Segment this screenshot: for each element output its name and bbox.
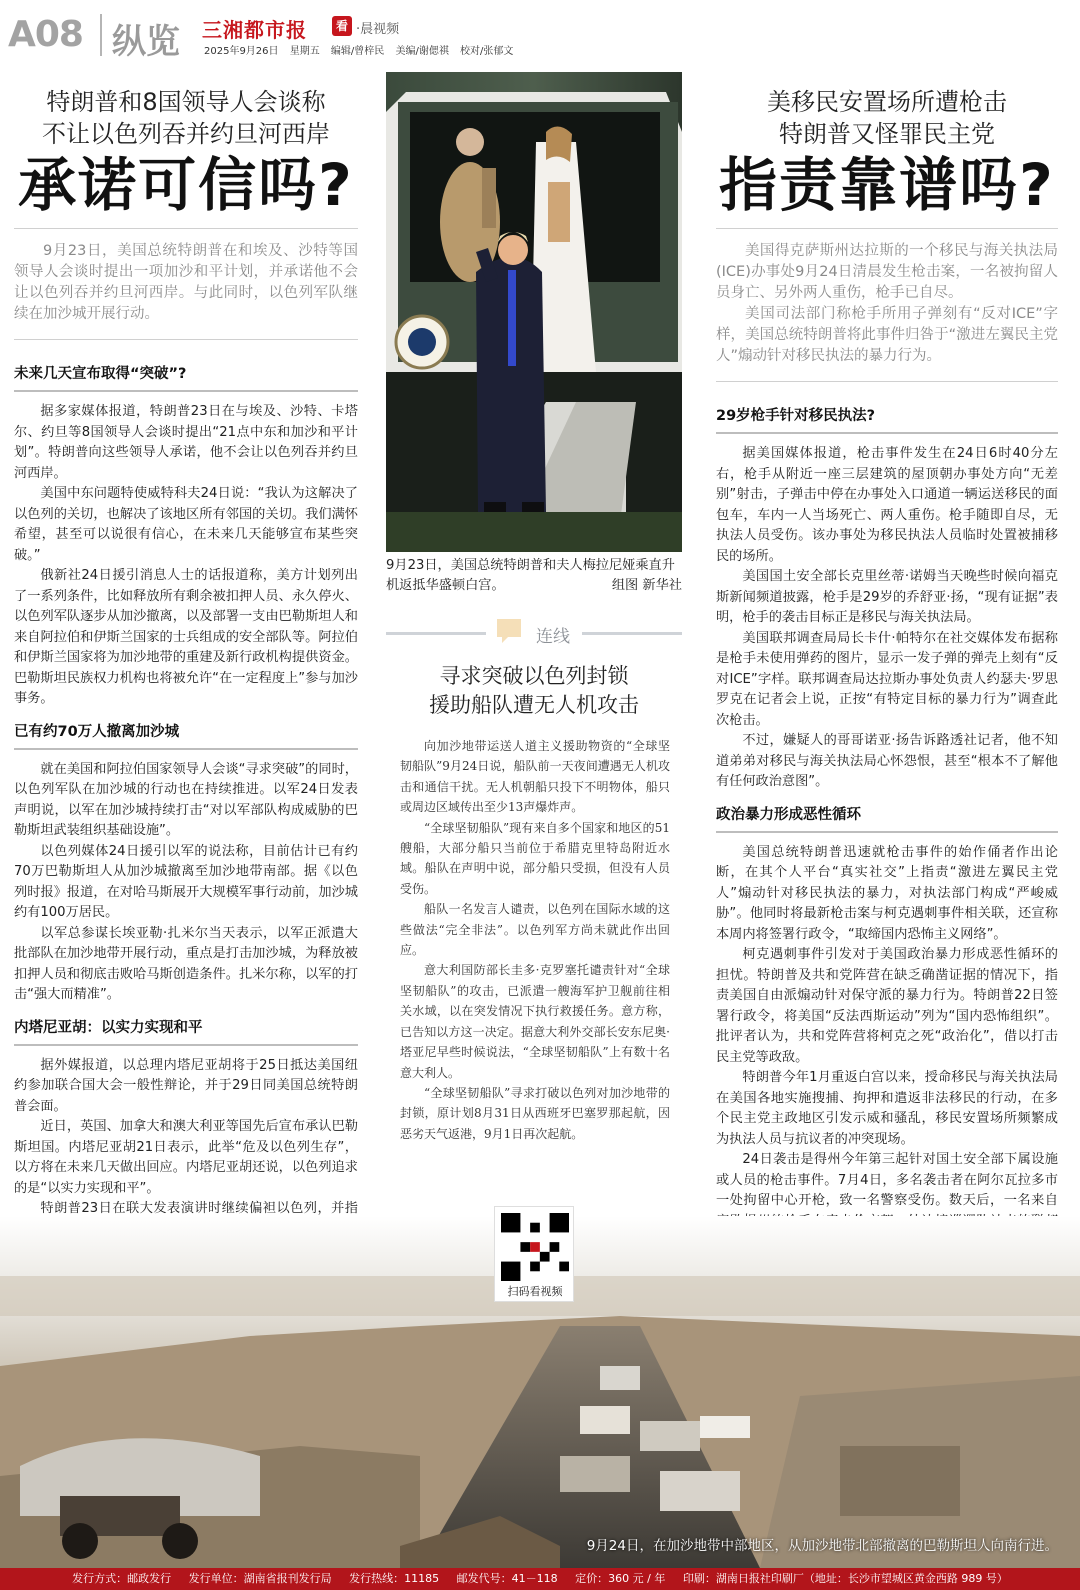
left-s2-p1: 就在美国和阿拉伯国家领导人会谈“寻求突破”的同时，以色列军队在加沙城的行动也在持续推进。以军24日发表声明说，以军在加沙城持续打击“对以军部队构成威胁的巴勒斯坦武装组织基础设施”。: [14, 761, 358, 838]
left-headline: 承诺可信吗?: [18, 151, 354, 219]
right-s1-p2: 美国国土安全部长克里丝蒂·诺姆当天晚些时候向福克斯新闻频道披露，枪手是29岁的乔舒亚·扬，“现有证据”表明，枪手的袭击目标正是移民与海关执法局。: [716, 569, 1058, 625]
left-s3-p2: 近日，英国、加拿大和澳大利亚等国先后宣布承认巴勒斯坦国。内塔尼亚胡21日表示，此举“危及以色列生存”，以方将在未来几天做出回应。内塔尼亚胡还说，以色列追求的是“以实力实现和平”。: [14, 1119, 358, 1196]
footer-distribution: 发行方式：邮政发行: [72, 1572, 172, 1585]
footer-issuer: 发行单位：湖南省报刊发行局: [188, 1572, 332, 1585]
left-lede: 9月23日，美国总统特朗普在和埃及、沙特等国领导人会谈时提出一项加沙和平计划，并承诺他不会让以色列吞并约旦河西岸。与此同时，以色列军队继续在加沙城开展行动。: [14, 243, 358, 322]
left-divider-2: [14, 339, 358, 340]
sidebar-label-bar: [386, 616, 682, 656]
right-s1-p4: 不过，嫌疑人的哥哥诺亚·扬告诉路透社记者，他不知道弟弟对移民与海关执法局心怀怨恨，甚至“根本不了解他有任何政治意图”。: [716, 733, 1058, 789]
right-lede-2: 美国司法部门称枪手所用子弹刻有“反对ICE”字样，美国总统特朗普将此事件归咎于“激进左翼民主党人”煽动针对移民执法的暴力行为。: [716, 306, 1058, 364]
sidebar-line-right: [582, 632, 682, 635]
left-subrule-1: [14, 390, 358, 392]
photo-credit: 组图 新华社: [611, 578, 682, 593]
sidebar-p1: 向加沙地带运送人道主义援助物资的“全球坚韧船队”9月24日说，船队前一天夜间遭遇无人机攻击和通信干扰。无人机朝船只投下不明物体，船只或周边区域传出至少13声爆炸声。: [400, 739, 670, 815]
sidebar-title: [386, 662, 682, 720]
sidebar-p3: 船队一名发言人谴责，以色列在国际水域的这些做法“完全非法”。以色列军方尚未就此作出回应。: [400, 902, 670, 958]
left-subhead-1: 未来几天宣布取得“突破”?: [14, 366, 187, 382]
left-s1-p2: 美国中东问题特使威特科夫24日说：“我认为这解决了以色列的关切，也解决了该地区所有邻国的关切。我们满怀希望，甚至可以说很有信心，在未来几天能够宣布某些突破。”: [14, 486, 358, 563]
right-headline: 指责靠谱吗?: [719, 151, 1055, 219]
paper-logo: 三湘都市报: [202, 18, 307, 42]
masthead: [0, 0, 1080, 68]
footer-bar: [0, 1568, 1080, 1590]
sidebar-title-1: 寻求突破以色列封锁: [439, 664, 629, 688]
right-s1-p3: 美国联邦调查局局长卡什·帕特尔在社交媒体发布据称是枪手未使用弹药的图片，显示一发子弹的弹壳上刻有“反对ICE”字样。联邦调查局达拉斯办事处负责人约瑟夫·罗思罗克在记者会上说，正按“有特定目标的暴力行为”调查此次枪击。: [716, 630, 1058, 728]
left-s2-p2: 以色列媒体24日援引以军的说法称，目前估计已有约70万巴勒斯坦人从加沙城撤离至加沙地带南部。据《以色列时报》报道，在对哈马斯展开大规模军事行动前，加沙城约有100万居民。: [14, 843, 358, 920]
video-badge-icon: 看: [332, 16, 352, 36]
masthead-meta: [204, 42, 521, 57]
bottom-photo-caption: 9月24日，在加沙地带中部地区，从加沙地带北部撤离的巴勒斯坦人向南行进。: [586, 1538, 1058, 1554]
page-number: A08: [8, 14, 83, 55]
left-article: [14, 86, 358, 1261]
photo-caption-text: 9月23日，美国总统特朗普和夫人梅拉尼娅乘直升机返抵华盛顿白宫。: [386, 558, 675, 593]
left-kicker-2: 不让以色列吞并约旦河西岸: [42, 120, 330, 148]
helicopter-photo: [386, 72, 682, 552]
left-subrule-2: [14, 748, 358, 750]
footer-postal-code: 邮发代号：41－118: [456, 1572, 558, 1585]
left-kicker-1: 特朗普和8国领导人会谈称: [46, 88, 326, 116]
right-s1-p1: 据美国媒体报道，枪击事件发生在24日6时40分左右，枪手从附近一座三层建筑的屋顶朝办事处方向“无差别”射击，子弹击中停在办事处入口通道一辆运送移民的面包车，车内一人当场死亡、两人重伤。枪手随即自尽，无执法人员受伤。该办事处为移民执法人员临时处置被捕移民的场所。: [716, 446, 1058, 564]
footer-price: 定价：360 元 / 年: [575, 1572, 666, 1585]
qr-code[interactable]: [494, 1206, 574, 1302]
video-brand: ·晨视频: [356, 22, 400, 37]
speech-bubble-icon: [494, 616, 524, 646]
masthead-divider: [100, 14, 102, 56]
proof-credit: 校对/张郁文: [460, 46, 514, 57]
right-lede-1: 美国得克萨斯州达拉斯的一个移民与海关执法局(ICE)办事处9月24日清晨发生枪击案，一名被拘留人员身亡、另外两人重伤，枪手已自尽。: [716, 243, 1058, 301]
qr-code-icon: [501, 1213, 569, 1281]
sidebar-title-2: 援助船队遭无人机攻击: [429, 693, 639, 717]
right-kicker-2: 特朗普又怪罪民主党: [779, 120, 995, 148]
right-subhead-1: 29岁枪手针对移民执法?: [716, 408, 876, 424]
left-subhead-2: 已有约70万人撤离加沙城: [14, 723, 180, 740]
left-s3-p3: 特朗普23日在联大发表演讲时继续偏袒以色列，并指: [40, 1201, 358, 1216]
photo-caption: [386, 556, 682, 596]
right-kicker-1: 美移民安置场所遭枪击: [767, 88, 1007, 116]
right-s2-p2: 柯克遇刺事件引发对于美国政治暴力形成恶性循环的担忧。特朗普及共和党阵营在缺乏确凿证据的情况下，指责美国自由派煽动针对保守派的暴力行为。特朗普22日签署行政令，将美国“反法西斯运动”列为“国内恐怖组织”。批评者认为，共和党阵营将柯克之死“政治化”，借以打击民主党等政敌。: [716, 947, 1058, 1065]
right-subhead-2: 政治暴力形成恶性循环: [716, 806, 861, 823]
right-subrule-2: [716, 831, 1058, 833]
left-s1-p3: 俄新社24日援引消息人士的话报道称，美方计划列出了一系列条件，比如释放所有剩余被扣押人员、永久停火、以色列军队逐步从加沙撤离，以及部署一支由巴勒斯坦人和来自阿拉伯和伊斯兰国家的士兵组成的安全部队等。阿拉伯和伊斯兰国家将为加沙地带的重建及新行政机构提供资金。巴勒斯坦民族权力机构也将被允许“在一定程度上”参与加沙事务。: [14, 568, 358, 706]
footer-hotline: 发行热线：11185: [349, 1572, 440, 1585]
right-s2-p3: 特朗普今年1月重返白宫以来，授命移民与海关执法局在美国各地实施搜捕、拘押和遣返非法移民的行动，在多个民主党主政地区引发示威和骚乱，移民安置场所频繁成为执法人员与抗议者的冲突现场。: [716, 1070, 1058, 1147]
helicopter-scene-image: [386, 72, 682, 552]
left-s1-p1: 据多家媒体报道，特朗普23日在与埃及、沙特、卡塔尔、约旦等8国领导人会谈时提出“21点中东和加沙和平计划”。特朗普向这些领导人承诺，他不会让以色列吞并约旦河西岸。: [14, 404, 358, 481]
sidebar-p4: 意大利国防部长圭多·克罗塞托谴责针对“全球坚韧船队”的攻击，已派遣一艘海军护卫舰前往相关水域，以在突发情况下执行救援任务。意方称，已告知以方这一决定。据意大利外交部长安东尼奥·塔亚尼早些时候说法，“全球坚韧船队”上有数十名意大利人。: [400, 963, 670, 1080]
right-divider-2: [716, 381, 1058, 382]
right-subrule-1: [716, 432, 1058, 434]
editor-credit: 编辑/曾梓民: [330, 46, 385, 57]
issue-weekday: 星期五: [289, 46, 320, 57]
right-article: [716, 86, 1058, 1272]
left-subhead-3: 内塔尼亚胡：以实力实现和平: [14, 1019, 203, 1036]
right-divider-1: [716, 228, 1058, 229]
right-s2-p4: 24日袭击是得州今年第三起针对国土安全部下属设施或人员的枪击事件。7月4日，多名袭击者在阿尔瓦拉多市一处拘留中心开枪，致一名警察受伤。数天后，一名来自: [716, 1152, 1058, 1208]
sidebar-p2: “全球坚韧船队”现有来自多个国家和地区的51艘船，大部分船只当前位于希腊克里特岛附近水域。船队在声明中说，部分船只受损，但没有人员受伤。: [400, 820, 670, 896]
sidebar-p5: “全球坚韧船队”寻求打破以色列对加沙地带的封锁，原计划8月31日从西班牙巴塞罗那起航，因恶劣天气返港，9月1日再次起航。: [400, 1085, 670, 1141]
sidebar-body: [400, 736, 670, 1144]
left-subrule-3: [14, 1044, 358, 1046]
designer-credit: 美编/谢偲祺: [395, 46, 449, 57]
right-s2-p1: 美国总统特朗普迅速就枪击事件的始作俑者作出论断，在其个人平台“真实社交”上指责“激进左翼民主党人”煽动针对移民执法的暴力，对执法部门构成“严峻威胁”。他同时将最新枪击案与柯克遇刺事件相关联，还宣称本周内将签署行政令，“取缔国内恐怖主义网络”。: [716, 844, 1058, 942]
section-name: 纵览: [112, 22, 180, 62]
left-s3-p1: 据外媒报道，以总理内塔尼亚胡将于25日抵达美国纽约参加联合国大会一般性辩论，并于29日同美国总统特朗普会面。: [14, 1057, 358, 1114]
sidebar-label: 连线: [536, 627, 570, 647]
left-s2-p3: 以军总参谋长埃亚勒·扎米尔当天表示，以军正派遣大批部队在加沙地带开展行动，重点是打击加沙城，为释放被扣押人员和彻底击败哈马斯创造条件。扎米尔称，以军的打击“强大而精准”。: [14, 925, 358, 1002]
sidebar-line-left: [386, 632, 486, 635]
footer-printer: 印刷：湖南日报社印刷厂（地址：长沙市望城区黄金西路 989 号）: [682, 1572, 1008, 1585]
left-divider-1: [14, 228, 358, 229]
issue-date: 2025年9月26日: [204, 46, 279, 57]
qr-label: 扫码看视频: [507, 1285, 563, 1298]
